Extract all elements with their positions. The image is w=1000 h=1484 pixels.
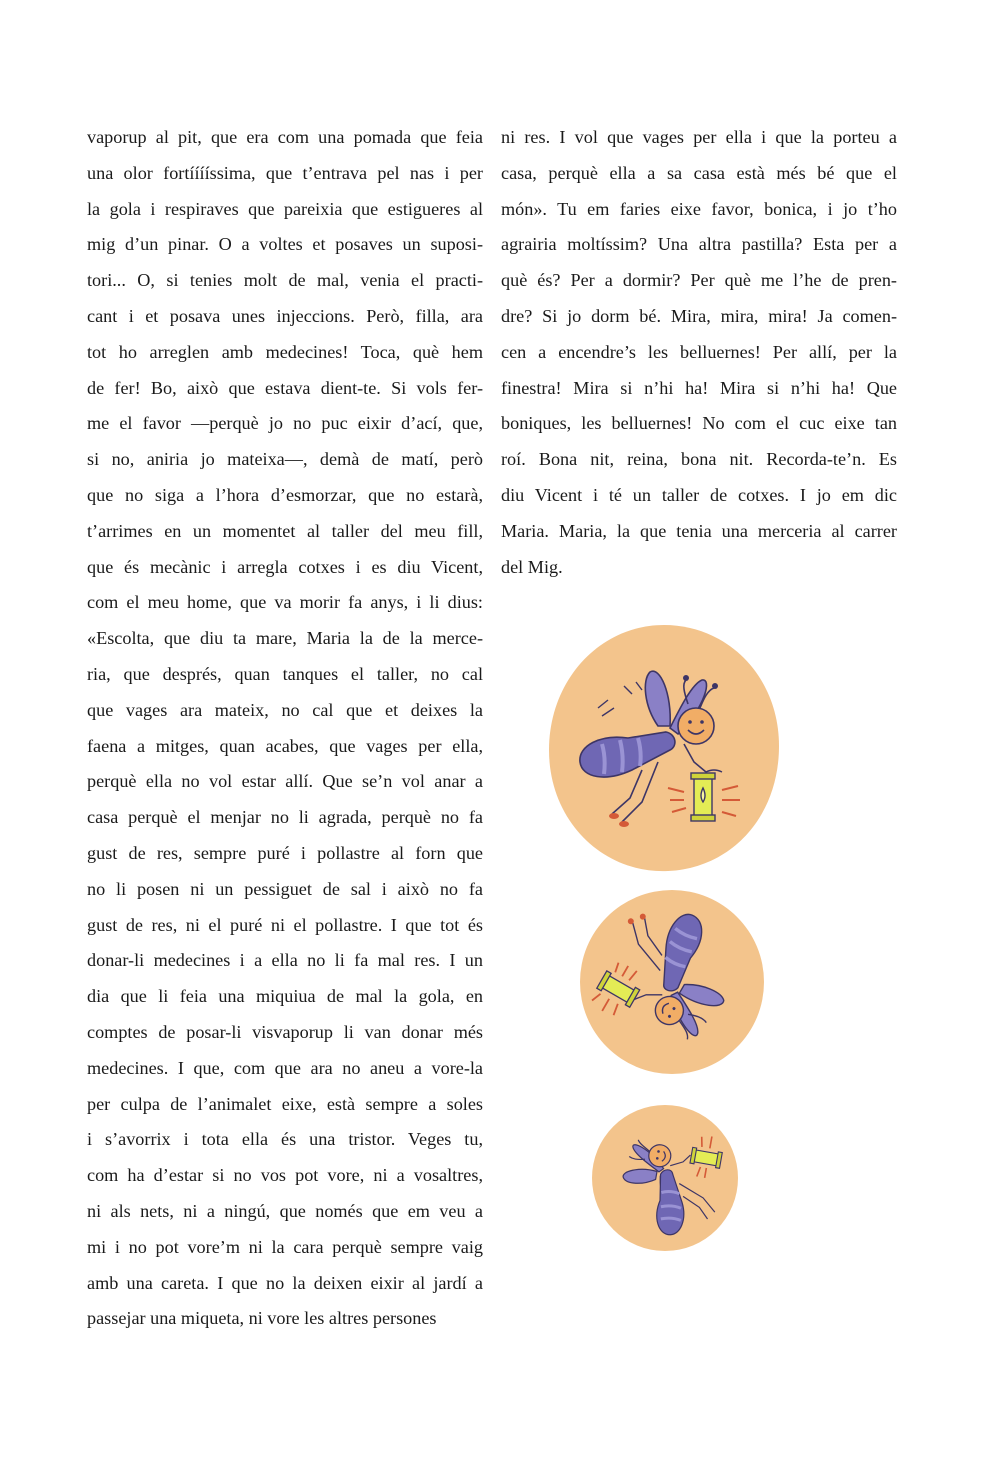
text-line: donar-li medecines i a ella no li fa mal res. I un (87, 950, 483, 971)
text-line: que no siga a l’hora d’esmorzar, que no estarà, (87, 484, 483, 505)
text-line: una olor fortííííssima, que t’entrava pel nas i per (87, 162, 483, 183)
text-line: «Escolta, que diu ta mare, Maria la de la merce- (87, 628, 483, 649)
firefly-illustration-medium (576, 886, 768, 1078)
firefly-illustration-small (588, 1103, 742, 1253)
text-line: perquè ella no vol estar allí. Que se’n vol anar a (87, 771, 483, 792)
firefly-small-icon (588, 1103, 742, 1253)
text-line: passejar una miqueta, ni vore les altres persones (87, 1308, 437, 1329)
text-line: món». Tu em faries eixe favor, bonica, i jo t’ho (501, 198, 897, 219)
text-line: gust de res, ni el puré ni el pollastre. I que tot és (87, 914, 483, 935)
text-line: que és mecànic i arregla cotxes i es diu Vicent, (87, 556, 483, 577)
text-line: per culpa de l’animalet eixe, està sempre a soles (87, 1093, 483, 1114)
text-line: comptes de posar-li visvaporup li van donar més (87, 1021, 483, 1042)
text-line: ni res. I vol que vages per ella i que la porteu a (501, 127, 897, 147)
text-line: no li posen ni un pessiguet de sal i això no fa (87, 878, 483, 899)
text-line: faena a mitges, quan acabes, que vages per ella, (87, 735, 483, 756)
text-line: finestra! Mira si n’hi ha! Mira si n’hi ha! Que (501, 377, 897, 398)
text-line: com el meu home, que va morir fa anys, i li dius: (87, 592, 483, 613)
text-line: agrairia moltíssim? Una altra pastilla? Esta per a (501, 234, 897, 255)
text-line: si no, aniria jo mateixa—, demà de matí, però (87, 449, 483, 470)
text-line: mi i no pot vore’m ni la cara perquè sempre vaig (87, 1236, 483, 1257)
text-line: vaporup al pit, que era com una pomada que feia (87, 127, 483, 147)
text-line: cen a encendre’s les belluernes! Per allí, per la (501, 341, 897, 362)
text-line: ria, que després, quan tanques el taller, no cal (87, 663, 483, 684)
firefly-illustration-large (546, 622, 782, 874)
text-line: Maria. Maria, la que tenia una merceria al carrer (501, 520, 897, 541)
right-text-column (501, 120, 897, 585)
text-line: tori... O, si tenies molt de mal, venia el practi- (87, 270, 483, 291)
firefly-large-icon (546, 622, 782, 874)
text-line: diu Vicent i té un taller de cotxes. I jo em dic (501, 484, 897, 505)
text-line: dre? Si jo dorm bé. Mira, mira, mira! Ja comen- (501, 305, 897, 326)
text-line: gust de res, sempre puré i pollastre al forn que (87, 842, 483, 863)
text-line: t’arrimes en un momentet al taller del meu fill, (87, 520, 483, 541)
head (678, 708, 714, 744)
text-line: me el favor —perquè jo no puc eixir d’ací, que, (87, 413, 483, 434)
text-line: de fer! Bo, això que estava dient-te. Si vols fer- (87, 377, 483, 398)
text-line: del Mig. (501, 556, 563, 577)
text-line: medecines. I que, com que ara no aneu a vore-la (87, 1057, 483, 1078)
text-line: ni als nets, ni a ningú, que només que em veu a (87, 1200, 483, 1221)
text-line: amb una careta. I que no la deixen eixir al jardí a (87, 1272, 483, 1293)
text-line: la gola i respiraves que pareixia que estigueres al (87, 198, 483, 219)
text-line: cant i et posava unes injeccions. Però, filla, ara (87, 305, 483, 326)
left-text-column (87, 120, 483, 1337)
text-line: i s’avorrix i tota ella és una tristor. Veges tu, (87, 1129, 483, 1150)
text-line: tot ho arreglen amb medecines! Toca, què hem (87, 341, 483, 362)
firefly-medium-icon (576, 886, 768, 1078)
text-line: mig d’un pinar. O a voltes et posaves un suposi- (87, 234, 483, 255)
text-line: que vages ara mateix, no cal que et deixes la (87, 699, 483, 720)
text-line: com ha d’estar si no vos pot vore, ni a vosaltres, (87, 1165, 483, 1186)
text-line: dia que li feia una miquiua de mal la gola, en (87, 986, 483, 1007)
text-line: boniques, les belluernes! No com el cuc eixe tan (501, 413, 897, 434)
text-line: roí. Bona nit, reina, bona nit. Recorda-te’n. Es (501, 449, 897, 470)
text-line: casa, perquè ella a sa casa està més bé que el (501, 162, 897, 183)
text-line: què és? Per a dormir? Per què me l’he de pren- (501, 270, 897, 291)
text-line: casa perquè el menjar no li agrada, perquè no fa (87, 807, 483, 828)
